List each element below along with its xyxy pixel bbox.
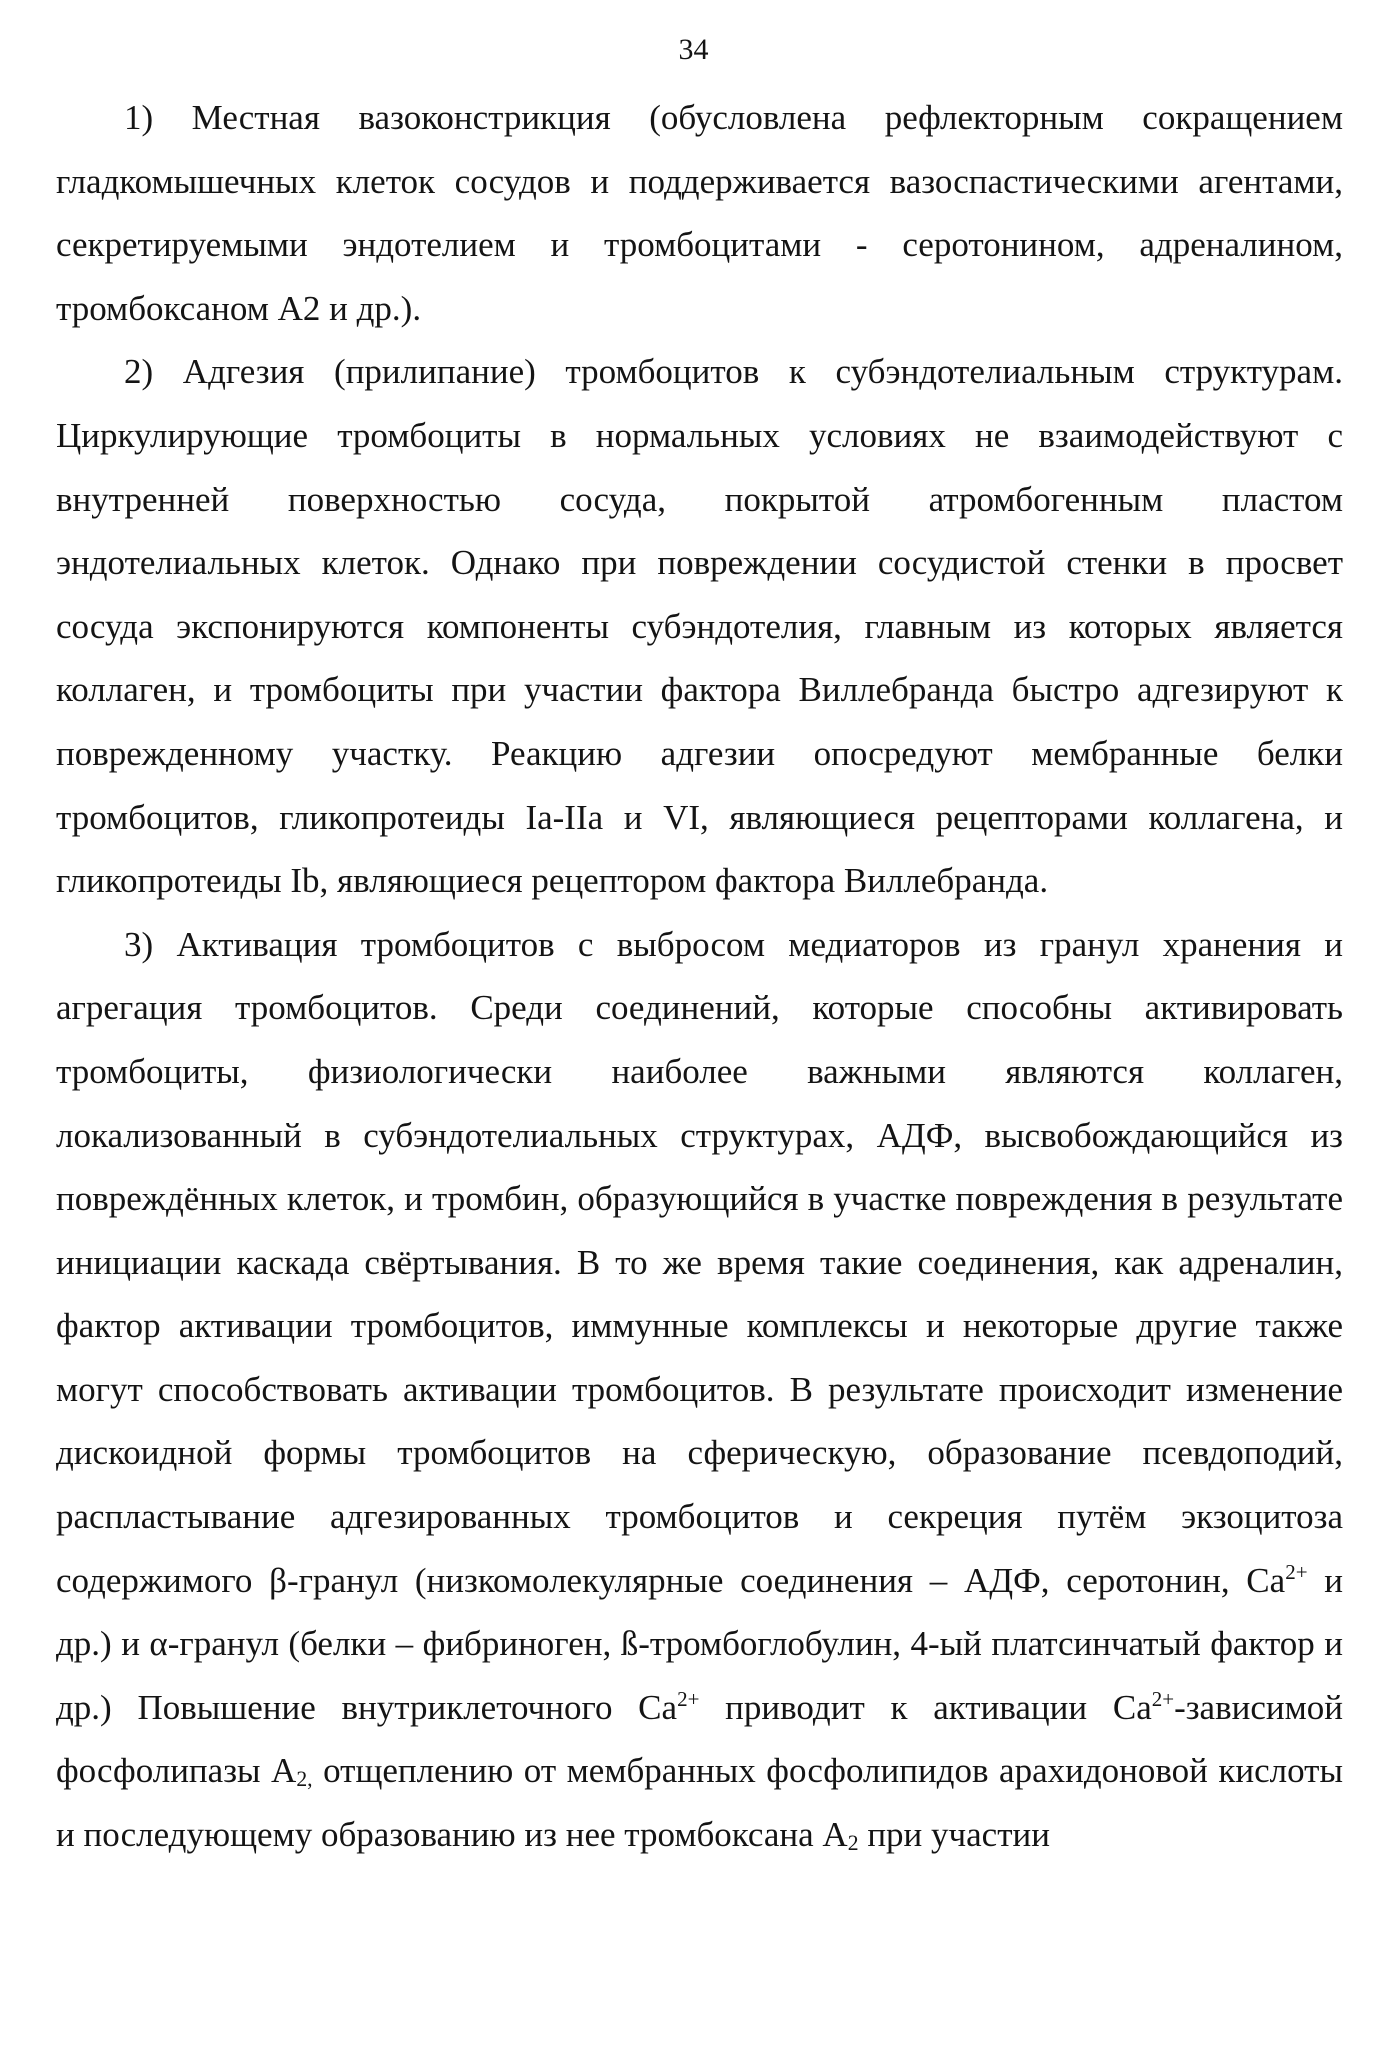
superscript: 2+: [677, 1686, 700, 1711]
text-run: приводит к активации Ca: [699, 1687, 1152, 1727]
text-run: и др.) и α-гранул (белки – фибриноген, ß-тромбоглобулин, 4-ый платсинчатый фактор и др.) Повышение внутриклеточного Ca: [56, 1560, 1343, 1727]
superscript: 2+: [1285, 1559, 1308, 1584]
text-run: 3) Активация тромбоцитов с выбросом медиаторов из гранул хранения и агрегация тромбоцитов. Среди соединений, которые способны активировать тромбоциты, физиологически наиболее важными являются коллаген, локализованный в субэндотелиальных структурах, АДФ, высвобождающийся из повреждённых клеток, и тромбин, образующийся в участке повреждения в результате инициации каскада свёртывания. В то же время такие соединения, как адреналин, фактор активации тромбоцитов, иммунные комплексы и некоторые другие также могут способствовать активации тромбоцитов. В результате происходит изменение дискоидной формы тромбоцитов на сферическую, образование псевдоподий, распластывание адгезированных тромбоцитов и секреция путём экзоцитоза содержимого β-гранул (низкомолекулярные соединения – АДФ, серотонин, Ca: [56, 924, 1343, 1600]
page-number: 34: [678, 33, 709, 66]
text-run: отщеплению от мембранных фосфолипидов арахидоновой кислоты и последующему образованию из нее тромбоксана А: [56, 1751, 1343, 1855]
paragraph-adhesion: [56, 340, 1343, 912]
text-run: -зависимой фосфолипазы А: [56, 1687, 1343, 1791]
text-run: 1) Местная вазоконстрикция (обусловлена рефлекторным сокращением гладкомышечных клеток сосудов и поддерживается вазоспастическими агентами, секретируемыми эндотелием и тромбоцитами - серотонином, адреналином, тромбоксаном А2 и др.).: [56, 98, 1343, 328]
text-run: 2) Адгезия (прилипание) тромбоцитов к субэндотелиальным структурам. Циркулирующие тромбоциты в нормальных условиях не взаимодействуют с внутренней поверхностью сосуда, покрытой атромбогенным пластом эндотелиальных клеток. Однако при повреждении сосудистой стенки в просвет сосуда экспонируются компоненты субэндотелия, главным из которых является коллаген, и тромбоциты при участии фактора Виллебранда быстро адгезируют к поврежденному участку. Реакцию адгезии опосредуют мембранные белки тромбоцитов, гликопротеиды Ia-IIa и VI, являющиеся рецепторами коллагена, и гликопротеиды Ib, являющиеся рецептором фактора Виллебранда.: [56, 352, 1343, 901]
paragraph-activation: [56, 913, 1343, 1867]
subscript: 2: [847, 1830, 859, 1855]
superscript: 2+: [1151, 1686, 1175, 1711]
subscript: 2,: [296, 1767, 313, 1792]
document-body: [56, 86, 1343, 1867]
text-run: при участии: [858, 1815, 1050, 1855]
paragraph-vasoconstriction: [56, 86, 1343, 340]
